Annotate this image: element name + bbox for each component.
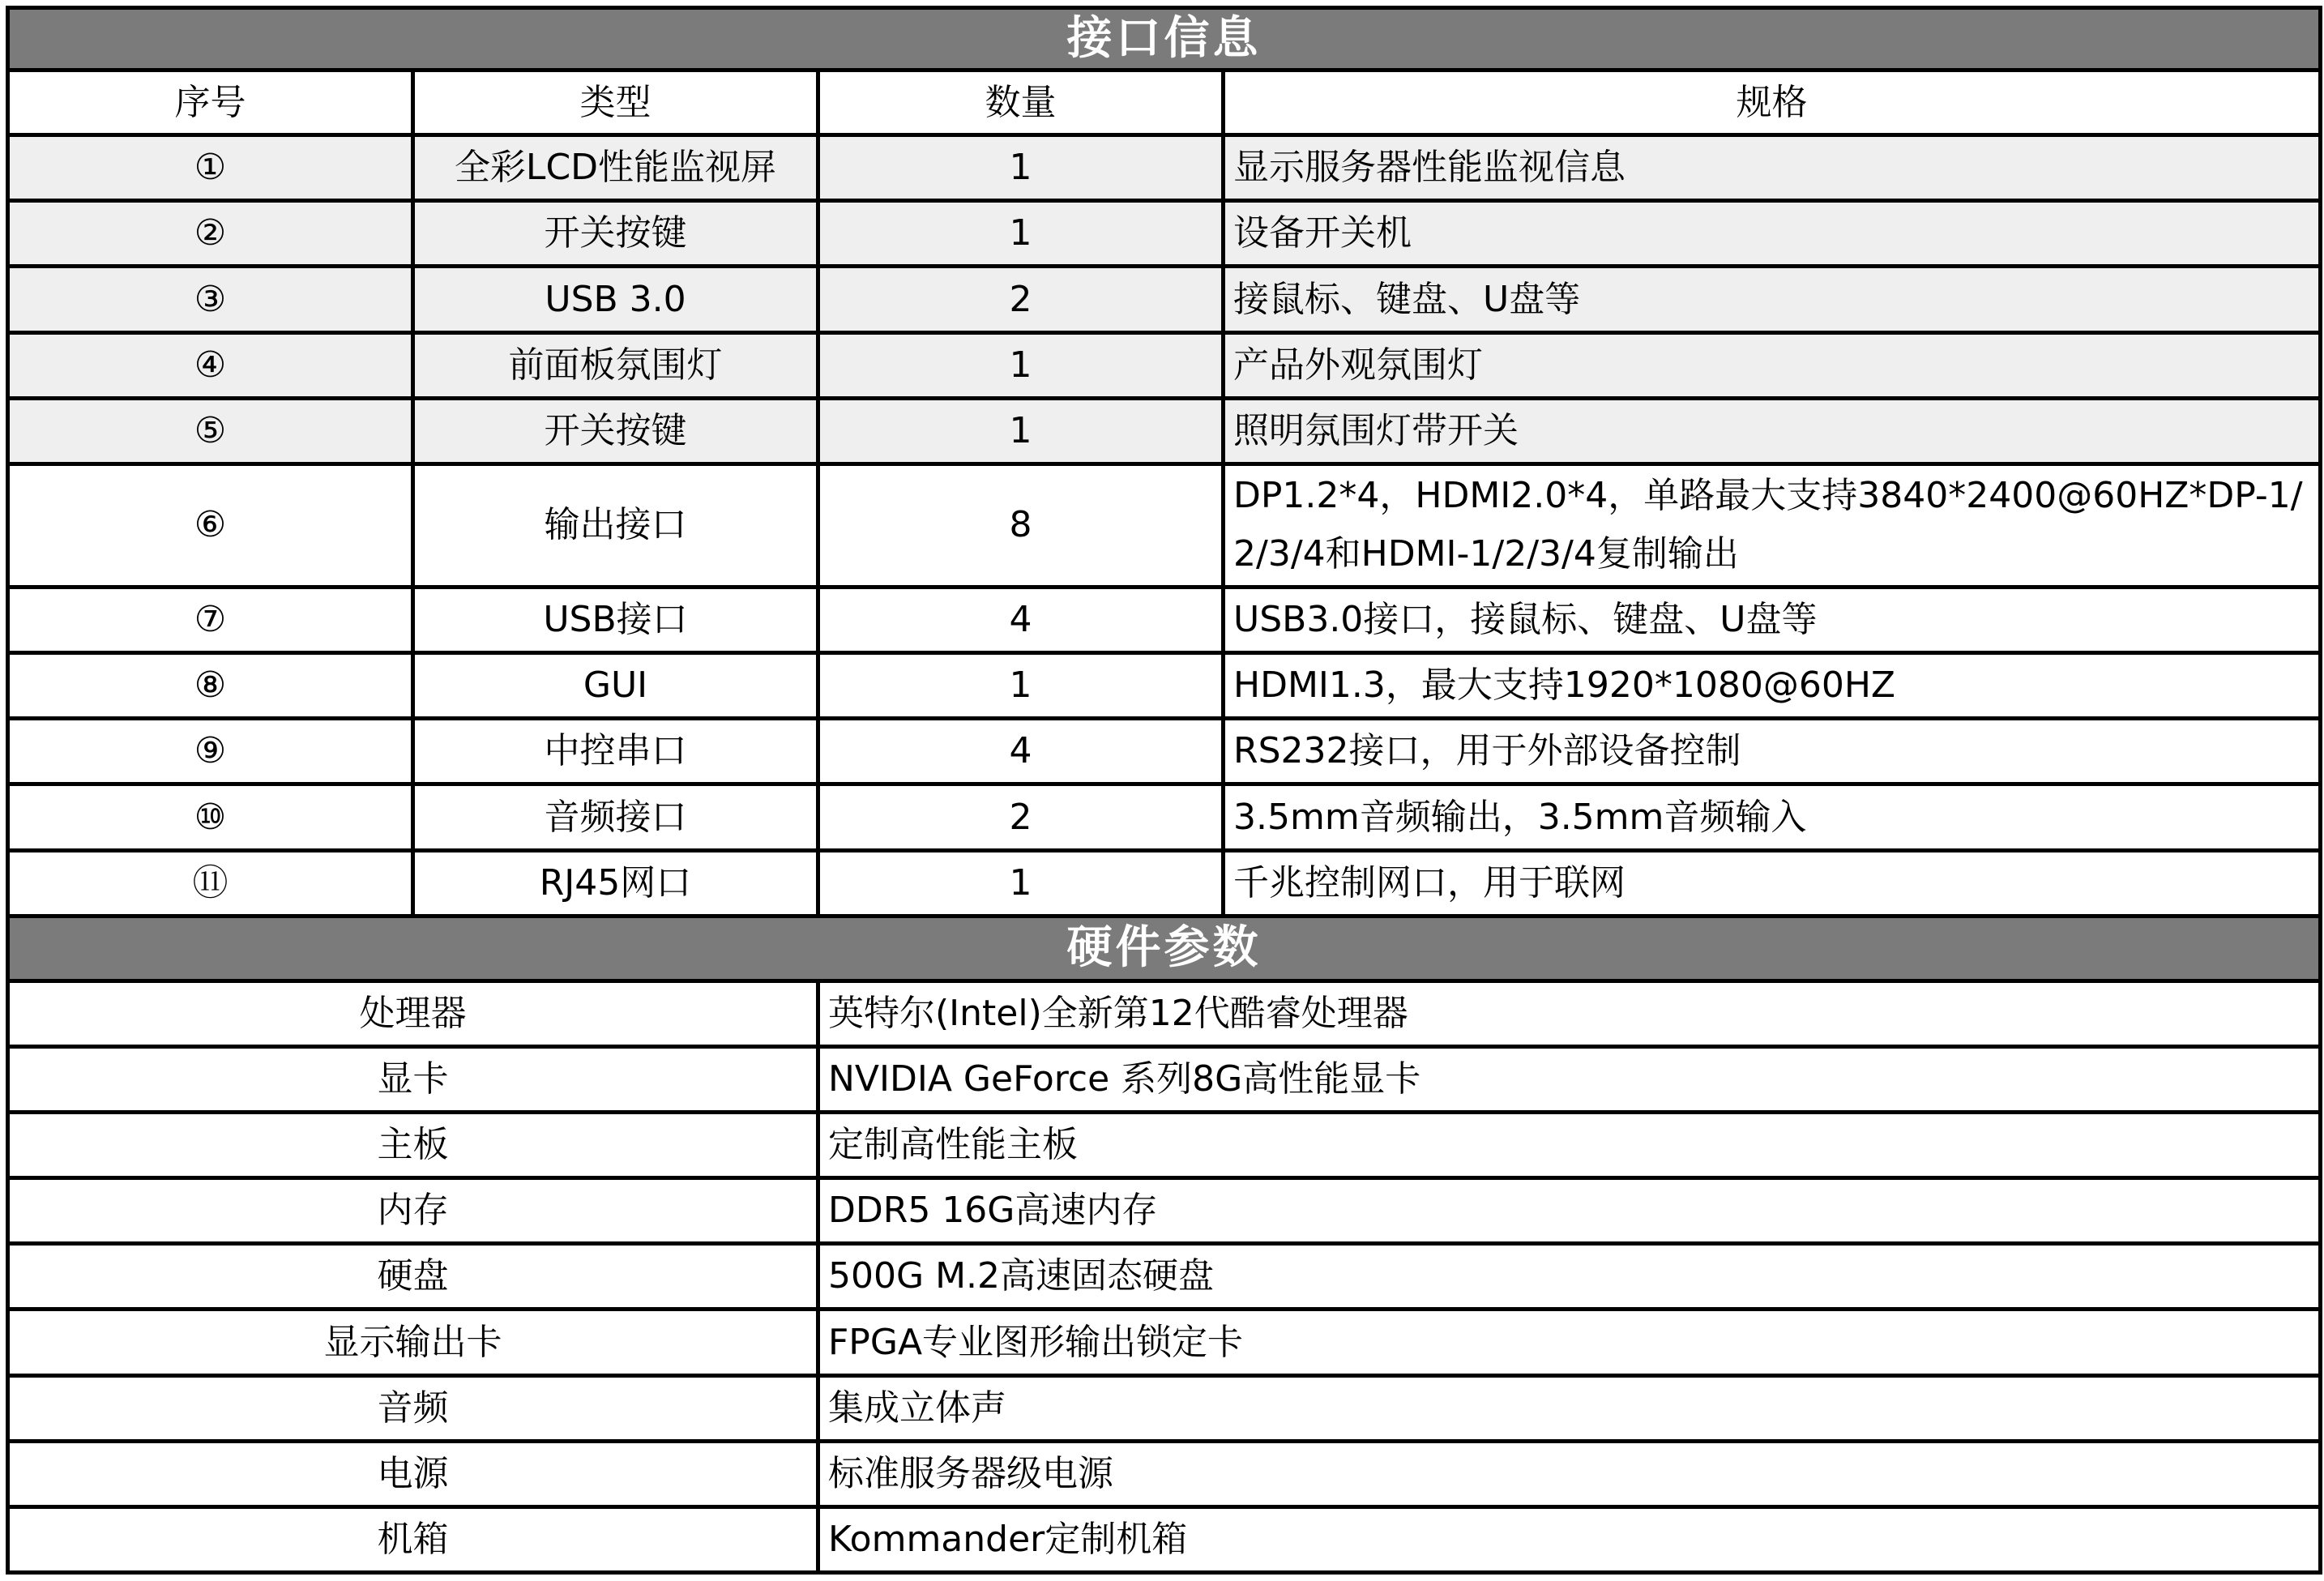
interface-row: [8, 201, 2321, 267]
hardware-row-item: 显卡: [8, 1046, 818, 1112]
interface-row-spec: 接鼠标、键盘、U盘等: [1224, 267, 2321, 332]
interface-row: [8, 653, 2321, 719]
hardware-row: [8, 1310, 2321, 1375]
hardware-row-item: 主板: [8, 1113, 818, 1178]
hardware-row: [8, 1375, 2321, 1441]
interface-row: [8, 719, 2321, 784]
interface-row: [8, 135, 2321, 201]
interface-row-spec: 千兆控制网口，用于联网: [1224, 850, 2321, 916]
hardware-row-value: 定制高性能主板: [818, 1113, 2321, 1178]
hardware-row-item: 处理器: [8, 981, 818, 1046]
column-header-qty: 数量: [818, 71, 1224, 135]
interface-row: [8, 267, 2321, 332]
interface-row-spec: 产品外观氛围灯: [1224, 332, 2321, 398]
interface-row-spec: 设备开关机: [1224, 201, 2321, 267]
interface-row-spec: USB3.0接口，接鼠标、键盘、U盘等: [1224, 588, 2321, 653]
interface-row: [8, 464, 2321, 587]
interface-row-spec: RS232接口，用于外部设备控制: [1224, 719, 2321, 784]
interface-row-no: ⑨: [8, 719, 413, 784]
interface-row-type: 全彩LCD性能监视屏: [413, 135, 818, 201]
hardware-section-header: [8, 916, 2321, 981]
interface-row-no: ⑩: [8, 784, 413, 850]
interface-row: [8, 588, 2321, 653]
interface-row-type: USB 3.0: [413, 267, 818, 332]
column-header-no: 序号: [8, 71, 413, 135]
interface-row-type: 音频接口: [413, 784, 818, 850]
column-header-spec: 规格: [1224, 71, 2321, 135]
interface-row-qty: 1: [818, 653, 1224, 719]
hardware-row-value: NVIDIA GeForce 系列8G高性能显卡: [818, 1046, 2321, 1112]
interface-row-spec: HDMI1.3，最大支持1920*1080@60HZ: [1224, 653, 2321, 719]
hardware-row: [8, 1441, 2321, 1506]
interface-row-qty: 2: [818, 267, 1224, 332]
interface-row-spec: 显示服务器性能监视信息: [1224, 135, 2321, 201]
interface-row-type: 开关按键: [413, 201, 818, 267]
interface-row-no: ⑥: [8, 464, 413, 587]
hardware-row-item: 硬盘: [8, 1244, 818, 1310]
interface-row-type: 输出接口: [413, 464, 818, 587]
interface-row-type: 前面板氛围灯: [413, 332, 818, 398]
hardware-row-value: FPGA专业图形输出锁定卡: [818, 1310, 2321, 1375]
interface-row-no: ④: [8, 332, 413, 398]
hardware-row-value: 标准服务器级电源: [818, 1441, 2321, 1506]
spec-table-body: [8, 8, 2321, 1573]
hardware-row-value: DDR5 16G高速内存: [818, 1178, 2321, 1244]
interface-row-no: ⑪: [8, 850, 413, 916]
interface-row-qty: 1: [818, 201, 1224, 267]
hardware-row: [8, 1178, 2321, 1244]
interface-row-qty: 8: [818, 464, 1224, 587]
spec-table: [6, 6, 2322, 1575]
interface-section-header: [8, 8, 2321, 71]
hardware-row: [8, 1113, 2321, 1178]
interface-row-spec: 照明氛围灯带开关: [1224, 398, 2321, 464]
interface-row-type: RJ45网口: [413, 850, 818, 916]
interface-row-spec: DP1.2*4，HDMI2.0*4，单路最大支持3840*2400@60HZ*DP-1/2/3/4和HDMI-1/2/3/4复制输出: [1224, 464, 2321, 587]
interface-row: [8, 784, 2321, 850]
interface-row-qty: 1: [818, 398, 1224, 464]
hardware-row: [8, 1506, 2321, 1572]
hardware-row-value: Kommander定制机箱: [818, 1506, 2321, 1572]
interface-row-type: GUI: [413, 653, 818, 719]
interface-row-no: ②: [8, 201, 413, 267]
interface-section-title: 接口信息: [8, 8, 2321, 71]
interface-row: [8, 850, 2321, 916]
hardware-row: [8, 1046, 2321, 1112]
hardware-row-value: 集成立体声: [818, 1375, 2321, 1441]
hardware-row-value: 英特尔(Intel)全新第12代酷睿处理器: [818, 981, 2321, 1046]
hardware-row-item: 电源: [8, 1441, 818, 1506]
hardware-row-item: 音频: [8, 1375, 818, 1441]
interface-row-no: ③: [8, 267, 413, 332]
interface-row-type: 开关按键: [413, 398, 818, 464]
interface-row-qty: 1: [818, 850, 1224, 916]
interface-row: [8, 332, 2321, 398]
interface-row-no: ⑧: [8, 653, 413, 719]
interface-row: [8, 398, 2321, 464]
hardware-section-title: 硬件参数: [8, 916, 2321, 981]
interface-column-headers: [8, 71, 2321, 135]
hardware-row-item: 显示输出卡: [8, 1310, 818, 1375]
interface-row-type: 中控串口: [413, 719, 818, 784]
interface-row-no: ①: [8, 135, 413, 201]
interface-row-qty: 4: [818, 719, 1224, 784]
interface-row-spec: 3.5mm音频输出，3.5mm音频输入: [1224, 784, 2321, 850]
interface-row-no: ⑦: [8, 588, 413, 653]
interface-row-no: ⑤: [8, 398, 413, 464]
hardware-row: [8, 981, 2321, 1046]
hardware-row-item: 机箱: [8, 1506, 818, 1572]
hardware-row-item: 内存: [8, 1178, 818, 1244]
column-header-type: 类型: [413, 71, 818, 135]
interface-row-type: USB接口: [413, 588, 818, 653]
hardware-row: [8, 1244, 2321, 1310]
interface-row-qty: 1: [818, 332, 1224, 398]
interface-row-qty: 2: [818, 784, 1224, 850]
interface-row-qty: 1: [818, 135, 1224, 201]
interface-row-qty: 4: [818, 588, 1224, 653]
hardware-row-value: 500G M.2高速固态硬盘: [818, 1244, 2321, 1310]
